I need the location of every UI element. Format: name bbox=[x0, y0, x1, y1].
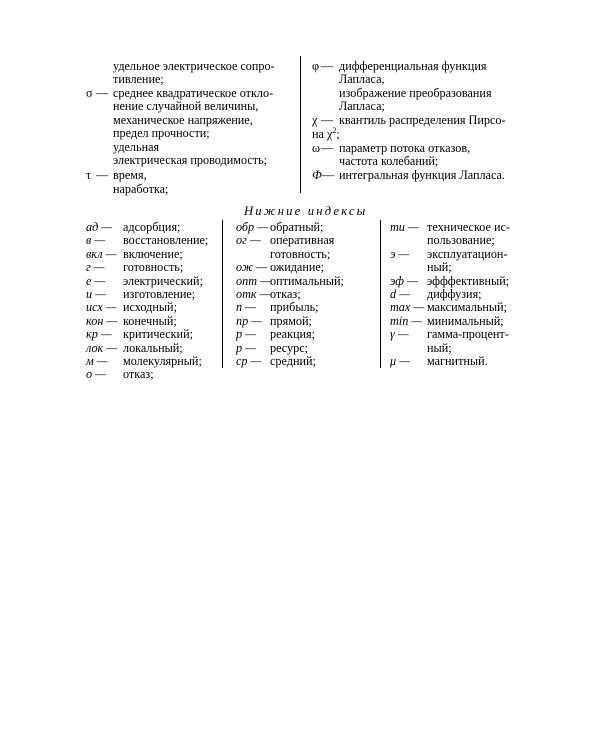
subscript-description: прямой; bbox=[270, 313, 312, 328]
subscript-key: в — bbox=[86, 233, 106, 248]
subscript-key: п — bbox=[236, 300, 256, 315]
subscript-key: р — bbox=[236, 340, 256, 355]
subscript-description: отказ; bbox=[270, 287, 301, 301]
subscript-key: пр — bbox=[236, 313, 263, 328]
sigma-line6: электрическая проводимость; bbox=[113, 153, 268, 167]
subscript-key: ож — bbox=[236, 260, 268, 275]
subscript-description: диффузия; bbox=[427, 287, 482, 301]
section-title: Нижние индексы bbox=[244, 204, 368, 218]
subscript-key: d — bbox=[390, 287, 410, 301]
subscript-key: э — bbox=[390, 246, 410, 261]
subscript-key: ог — bbox=[236, 233, 261, 248]
Phi-line1: интегральная функция Лапласа. bbox=[339, 168, 505, 182]
chi-line2-prefix: на χ bbox=[312, 127, 333, 141]
subscript-key: кр — bbox=[86, 327, 112, 342]
subscript-description: гамма-процент- bbox=[427, 327, 509, 342]
phi-line1: дифференциальная функция bbox=[339, 59, 487, 73]
phi-line4: Лапласа; bbox=[339, 99, 385, 113]
subscript-key: ср — bbox=[236, 354, 262, 368]
sigma-symbol: σ bbox=[86, 86, 93, 100]
subscript-description: конечный; bbox=[123, 313, 177, 328]
chi-line2-suffix: ; bbox=[336, 127, 340, 141]
sigma-line4: предел прочности; bbox=[113, 126, 210, 140]
tau-line2: наработка; bbox=[113, 182, 169, 196]
subscript-description: ный; bbox=[427, 260, 452, 275]
subscript-description: электрический; bbox=[123, 273, 203, 288]
Phi-dash: — bbox=[322, 168, 335, 182]
lower-column-divider-1 bbox=[222, 220, 223, 368]
subscript-key: отк — bbox=[236, 287, 271, 301]
subscript-description: пользование; bbox=[427, 233, 495, 248]
phi-dash: — bbox=[321, 59, 334, 73]
Phi-symbol: Ф bbox=[312, 168, 322, 182]
subscript-key: опт — bbox=[236, 273, 271, 288]
subscript-key: γ — bbox=[390, 327, 409, 342]
subscript-description: адсорбция; bbox=[123, 220, 181, 234]
subscript-description: включение; bbox=[123, 246, 183, 261]
sigma-line5: удельная bbox=[113, 140, 160, 154]
upper-column-divider bbox=[300, 56, 301, 193]
subscript-key: и — bbox=[86, 287, 106, 301]
phi-line2: Лапласа, bbox=[339, 72, 385, 86]
subscript-key: вкл — bbox=[86, 246, 117, 261]
subscript-key: м — bbox=[86, 354, 108, 368]
omega-symbol: ω bbox=[312, 141, 321, 155]
subscript-description: молекулярный; bbox=[123, 354, 202, 368]
subscript-description: ный; bbox=[427, 340, 452, 355]
omega-line2: частота колебаний; bbox=[339, 154, 439, 168]
subscript-key: μ — bbox=[390, 354, 411, 368]
subscript-description: эксплуатацион- bbox=[427, 246, 508, 261]
subscript-key: эф — bbox=[390, 273, 418, 288]
phi-symbol: φ bbox=[312, 59, 320, 73]
chi-line1: квантиль распределения Пирсо- bbox=[339, 113, 506, 127]
subscript-description: готовность; bbox=[123, 260, 184, 275]
subscript-description: отказ; bbox=[123, 367, 154, 382]
sigma-line2: нение случайной величины, bbox=[113, 99, 259, 113]
subscript-description: изготовление; bbox=[123, 287, 196, 301]
subscript-description: готовность; bbox=[270, 246, 331, 261]
subscript-key: исх — bbox=[86, 300, 117, 315]
subscript-key: о — bbox=[86, 367, 106, 382]
subscript-description: оптимальный; bbox=[270, 273, 344, 288]
subscript-description: прибыль; bbox=[270, 300, 319, 315]
subscript-description: ресурс; bbox=[270, 340, 309, 355]
subscript-key: е — bbox=[86, 273, 106, 288]
subscript-description: техническое ис- bbox=[427, 220, 510, 234]
tau-dash: — bbox=[96, 168, 109, 182]
subscript-key: г — bbox=[86, 260, 105, 275]
omega-line1: параметр потока отказов, bbox=[339, 141, 471, 155]
phi-line3: изображение преобразования bbox=[339, 86, 492, 100]
subscript-description: средний; bbox=[270, 354, 316, 368]
lower-column-divider-2 bbox=[380, 220, 381, 368]
subscript-key: кон — bbox=[86, 313, 118, 328]
tau-line1: время, bbox=[113, 168, 147, 182]
subscript-description: магнитный. bbox=[427, 354, 488, 368]
subscript-description: восстановление; bbox=[123, 233, 209, 248]
subscript-description: обратный; bbox=[270, 220, 324, 234]
subscript-description: ожидание; bbox=[270, 260, 325, 275]
subscript-description: эфффективный; bbox=[427, 273, 510, 288]
omega-dash: — bbox=[321, 141, 334, 155]
tau-symbol: τ bbox=[86, 168, 91, 182]
sigma-line3: механическое напряжение, bbox=[113, 113, 253, 127]
subscript-key: лок — bbox=[86, 340, 118, 355]
subscript-key: min — bbox=[390, 313, 423, 328]
subscript-description: минимальный; bbox=[427, 313, 504, 328]
subscript-description: оперативная bbox=[270, 233, 335, 248]
subscript-key: ти — bbox=[390, 220, 419, 234]
chi-symbol: χ bbox=[312, 113, 318, 127]
chi-line2-superscript: 2 bbox=[332, 125, 337, 135]
sigma-line1: среднее квадратическое откло- bbox=[113, 86, 274, 100]
subscript-description: максимальный; bbox=[427, 300, 507, 315]
subscript-description: реакция; bbox=[270, 327, 316, 342]
subscript-key: ад — bbox=[86, 220, 113, 234]
term-cont-line2: тивление; bbox=[113, 72, 164, 86]
chi-dash: — bbox=[321, 113, 334, 127]
subscript-description: локальный; bbox=[123, 340, 183, 355]
subscript-key: обр — bbox=[236, 220, 269, 234]
term-cont-line1: удельное электрическое сопро- bbox=[113, 59, 275, 73]
subscript-key: р — bbox=[236, 327, 256, 342]
sigma-dash: — bbox=[96, 86, 109, 100]
subscript-description: исходный; bbox=[123, 300, 177, 315]
chi-line2 bbox=[312, 125, 340, 141]
subscript-key: max — bbox=[390, 300, 425, 315]
subscript-description: критический; bbox=[123, 327, 193, 342]
